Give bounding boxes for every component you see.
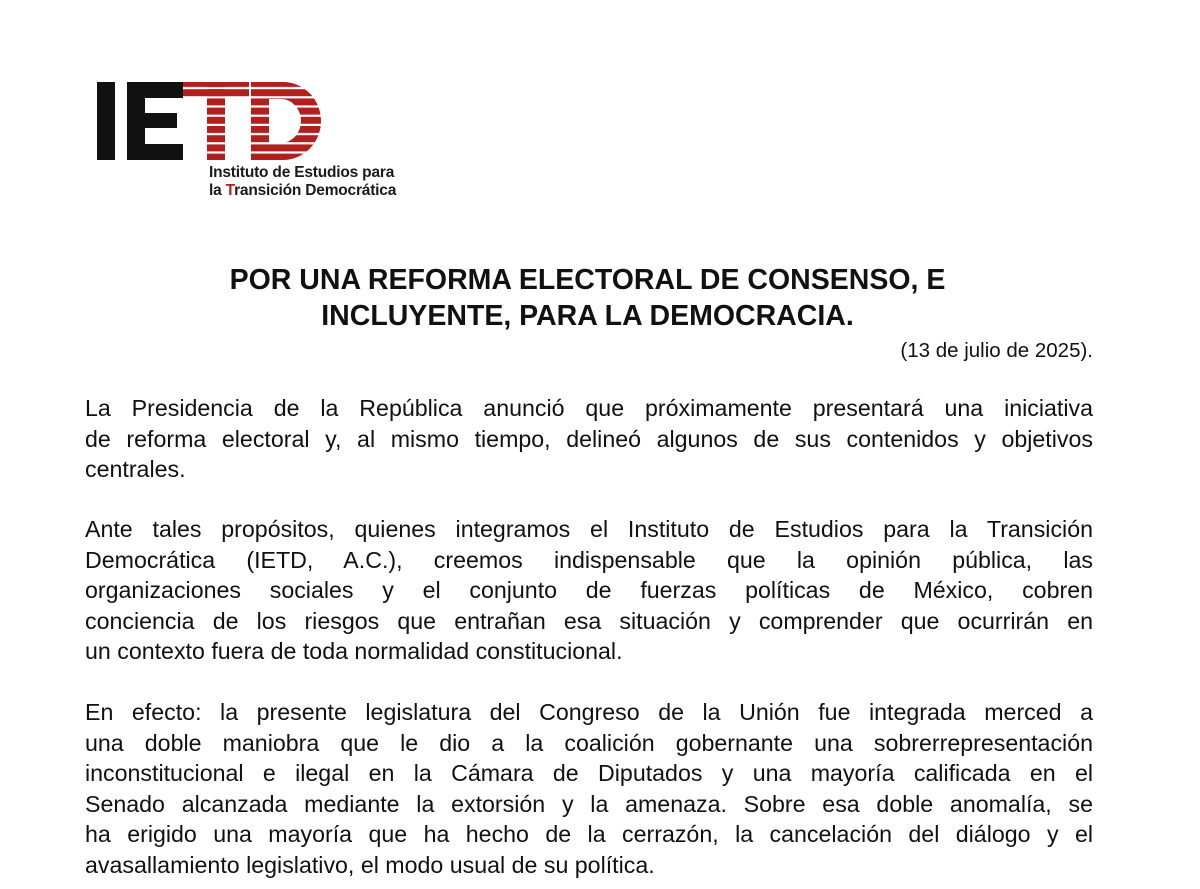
document-date: (13 de julio de 2025). [900, 339, 1093, 362]
logo-letter-t [183, 82, 249, 160]
logo-letter-i [97, 82, 115, 160]
logo-subtitle-line1: Instituto de Estudios para [209, 164, 395, 181]
ietd-logo-mark [97, 80, 322, 162]
paragraph-line: una doble maniobra que le dio a la coalición gobernante una sobrerrepresentación [85, 729, 1093, 756]
paragraph-line: centrales. [85, 456, 186, 482]
logo-subtitle-rest: ransición Democrática [234, 182, 397, 199]
paragraph-line: Democrática (IETD, A.C.), creemos indispensable que la opinión pública, las [85, 546, 1093, 573]
paragraph-line: un contexto fuera de toda normalidad constitucional. [85, 638, 623, 664]
paragraph-line: Senado alcanzada mediante la extorsión y la amenaza. Sobre esa doble anomalía, se [85, 790, 1093, 817]
paragraph-2 [85, 514, 1093, 667]
paragraph-line: de reforma electoral y, al mismo tiempo, delineó algunos de sus contenidos y objetivos [85, 425, 1093, 452]
logo-subtitle-prefix: la [209, 182, 226, 199]
paragraph-line: conciencia de los riesgos que entrañan esa situación y comprender que ocurrirán en [85, 607, 1093, 634]
paragraph-line: organizaciones sociales y el conjunto de fuerzas políticas de México, cobren [85, 577, 1093, 603]
paragraph-line: Ante tales propósitos, quienes integramos el Instituto de Estudios para la Transición [85, 516, 1093, 542]
document-title-line-1: POR UNA REFORMA ELECTORAL DE CONSENSO, E [229, 264, 946, 296]
paragraph-3 [85, 697, 1093, 880]
document-title-line-2: INCLUYENTE, PARA LA DEMOCRACIA. [321, 300, 854, 332]
logo-letter-e [127, 82, 183, 160]
logo-subtitle-highlight: T [225, 182, 235, 199]
ietd-logo [97, 80, 417, 205]
logo-subtitle [209, 164, 396, 200]
paragraph-line: avasallamiento legislativo, el modo usual de su política. [85, 851, 655, 878]
paragraph-line: inconstitucional e ilegal en la Cámara de Diputados y una mayoría calificada en el [85, 760, 1093, 786]
paragraph-line: ha erigido una mayoría que ha hecho de la cerrazón, la cancelación del diálogo y el [85, 821, 1093, 847]
paragraph-line: La Presidencia de la República anunció que próximamente presentará una iniciativa [85, 395, 1093, 421]
logo-letter-d [251, 82, 321, 160]
logo-subtitle-line2 [209, 182, 396, 200]
paragraph-1 [85, 393, 1093, 485]
paragraph-line: En efecto: la presente legislatura del Congreso de la Unión fue integrada merced a [85, 699, 1093, 725]
